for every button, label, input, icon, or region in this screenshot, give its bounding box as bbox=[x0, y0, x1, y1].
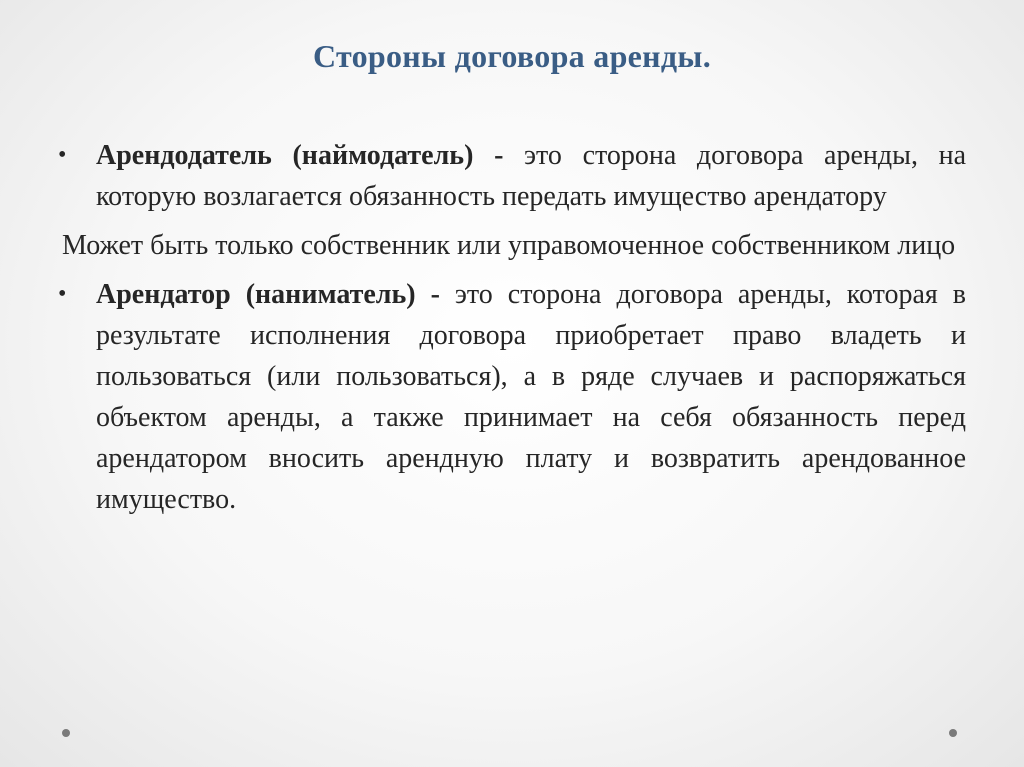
bullet-item-lessee bbox=[56, 274, 966, 520]
slide-content bbox=[56, 135, 966, 528]
term-lessor: Арендодатель (наймодатель) - bbox=[96, 140, 504, 171]
corner-dot-icon bbox=[62, 729, 70, 737]
definition-lessee: это сторона договора аренды, которая в результате исполнения договора приобретает право владеть и пользоваться (или пользоваться), а в ряде случаев и распоряжаться объектом аренды, а также принимает на себя обязанность перед арендатором вносить арендную плату и возвратить арендованное имущество. bbox=[96, 279, 966, 515]
bullet-item-lessor bbox=[56, 135, 966, 217]
bullet-icon: • bbox=[58, 281, 67, 307]
definition-lessor: это сторона договора аренды, на которую возлагается обязанность передать имущество арендатору bbox=[96, 140, 966, 212]
corner-dot-icon bbox=[949, 729, 957, 737]
slide-title: Стороны договора аренды. bbox=[313, 38, 711, 74]
bullet-icon: • bbox=[58, 142, 67, 168]
note-owner bbox=[56, 225, 966, 266]
term-lessee: Арендатор (наниматель) - bbox=[96, 279, 440, 310]
note-owner-text: Может быть только собственник или управомоченное собственником лицо bbox=[62, 230, 956, 261]
